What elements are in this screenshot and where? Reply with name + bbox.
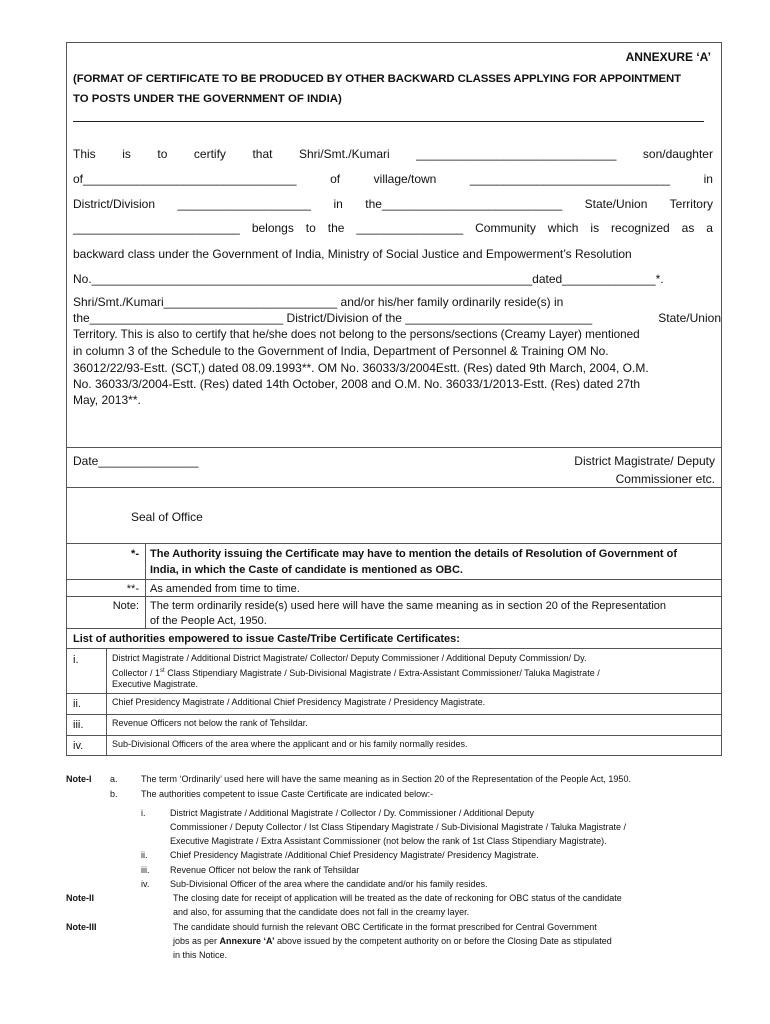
note-3-label: Note-III — [66, 922, 97, 932]
footnote-text: The term ordinarily reside(s) used here will have the same meaning as in section 20 of the Representation — [150, 600, 667, 612]
sub-authority-text: Commissioner / Deputy Collector / Ist Class Stipendary Magistrate / Sub-Divisional Magistrate / Taluka Magistrate / — [170, 822, 627, 832]
authority-text: Collector / 1st Class Stipendiary Magistrate / Sub-Divisional Magistrate / Extra-Assistant Commissioner/ Taluka Magistrate / — [112, 668, 600, 678]
footnote-mark: Note: — [112, 600, 139, 612]
sub-authority-text: Revenue Officer not below the rank of Tehsildar — [170, 865, 360, 875]
authority-number: i. — [73, 654, 79, 666]
footnote-text: India, in which the Caste of candidate is mentioned as OBC. — [150, 564, 463, 576]
authority-text: Sub-Divisional Officers of the area where the applicant and or his family normally resides. — [112, 739, 468, 749]
authorities-heading: List of authorities empowered to issue Caste/Tribe Certificate Certificates: — [73, 633, 460, 645]
note-mark: a. — [110, 774, 118, 784]
note-text: The term ‘Ordinarily’ used here will have the same meaning as in Section 20 of the Representation of the People Act, 1950. — [141, 774, 631, 784]
sub-authority-text: Chief Presidency Magistrate /Additional Chief Presidency Magistrate/ Presidency Magistrate. — [170, 850, 539, 860]
magistrate-line-1: District Magistrate/ Deputy — [574, 454, 715, 468]
heading-line-1: (FORMAT OF CERTIFICATE TO BE PRODUCED BY OTHER BACKWARD CLASSES APPLYING FOR APPOINTMENT — [73, 73, 681, 85]
sub-authority-number: i. — [141, 808, 146, 818]
body-line-5: backward class under the Government of India, Ministry of Social Justice and Empowerment’s Resolution — [73, 247, 632, 261]
sub-authority-number: iii. — [141, 865, 150, 875]
heading-rule — [73, 121, 704, 122]
footnote-mark: *- — [131, 548, 139, 560]
note-2-text: and also, for assuming that the candidate does not fall in the creamy layer. — [173, 907, 470, 917]
body-line-3: District/Division ____________________ in the___________________________ State/Union Territory — [73, 197, 713, 211]
note-text: The authorities competent to issue Caste Certificate are indicated below:- — [141, 789, 434, 799]
authority-text: Revenue Officers not below the rank of Tehsildar. — [112, 718, 308, 728]
body-line-1: This is to certify that Shri/Smt./Kumari ______________________________ son/daughter — [73, 147, 713, 161]
footnote-text: of the People Act, 1950. — [150, 615, 267, 627]
authority-number: iv. — [73, 740, 84, 752]
authority-text: Executive Magistrate. — [112, 679, 199, 689]
note-2-text: The closing date for receipt of application will be treated as the date of reckoning for OBC status of the candidate — [173, 893, 622, 903]
note-3-text: jobs as per Annexure ‘A’ above issued by the competent authority on or before the Closing Date as stipulated — [173, 936, 612, 946]
footnote-text: The Authority issuing the Certificate may have to mention the details of Resolution of Government of — [150, 548, 678, 560]
body-line-6: No.__________________________________________________________________dated______________*. — [73, 272, 664, 286]
sub-authority-text: Sub-Divisional Officer of the area where the candidate and/or his family resides. — [170, 879, 488, 889]
certificate-frame — [66, 42, 722, 756]
heading-line-2: TO POSTS UNDER THE GOVERNMENT OF INDIA) — [73, 93, 342, 105]
authority-number: ii. — [73, 698, 81, 710]
date-field: Date_______________ — [73, 454, 199, 468]
note-3-text: in this Notice. — [173, 950, 228, 960]
note-2-label: Note-II — [66, 893, 94, 903]
seal-of-office: Seal of Office — [131, 510, 203, 524]
sub-authority-number: iv. — [141, 879, 150, 889]
authority-text: Chief Presidency Magistrate / Additional Chief Presidency Magistrate / Presidency Magistrate. — [112, 697, 486, 707]
body-line-4: _________________________ belongs to the ________________ Community which is recognized as a — [73, 221, 713, 235]
magistrate-line-2: Commissioner etc. — [615, 472, 715, 486]
note-1-label: Note-I — [66, 774, 92, 784]
annexure-title: ANNEXURE ‘A’ — [625, 50, 711, 64]
sub-authority-text: Executive Magistrate / Extra Assistant Commissioner (not below the rank of 1st Class Stipendiary Magistrate). — [170, 836, 607, 846]
note-mark: b. — [110, 789, 118, 799]
footnote-mark: **- — [126, 583, 139, 595]
note-3-text: The candidate should furnish the relevant OBC Certificate in the format prescribed for Central Government — [173, 922, 597, 932]
footnote-text: As amended from time to time. — [150, 583, 300, 595]
body-line-2: of________________________________ of village/town ______________________________ in — [73, 172, 713, 186]
authority-number: iii. — [73, 719, 84, 731]
authority-text: District Magistrate / Additional District Magistrate/ Collector/ Deputy Commissioner / Additional Deputy Commission/ Dy. — [112, 653, 587, 663]
sub-authority-text: District Magistrate / Additional Magistrate / Collector / Dy. Commissioner / Additional Deputy — [170, 808, 534, 818]
sub-authority-number: ii. — [141, 850, 148, 860]
body-paragraph: Shri/Smt./Kumari__________________________ and/or his/her family ordinarily reside(s) in the_____________________________ District/Division of the ____________________________ State/Union Territory. This is also to certify that he/she does not belong to the persons/sections (Creamy Layer) mentioned in column 3 of the Schedule to the Government of India, Department of Personnel & Training OM No. 36012/22/93-Estt. (SCT,) dated 08.09.1993**. OM No. 36033/3/2004Estt. (Res) dated 9th March, 2004, O.M. No. 36033/3/2004-Estt. (Res) dated 14th October, 2008 and O.M. No. 36033/1/2013-Estt. (Res) dated 27th May, 2013**. — [73, 295, 721, 408]
